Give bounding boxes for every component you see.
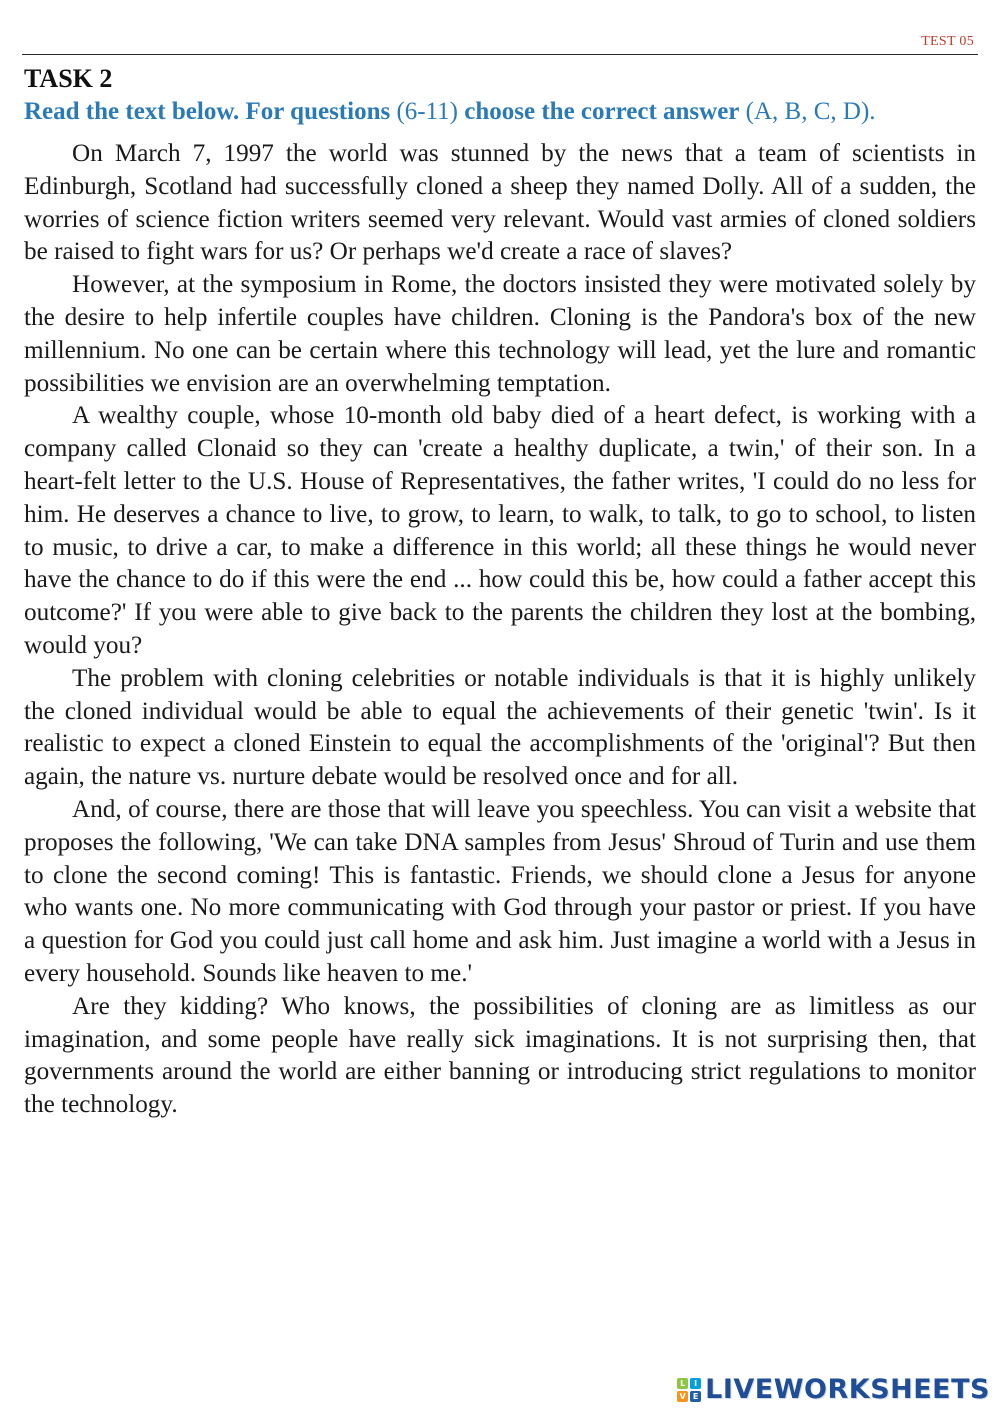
- test-label: TEST 05: [921, 34, 974, 49]
- instruction-text-1: Read the text below. For questions: [24, 98, 391, 125]
- logo-square-e: E: [690, 1391, 701, 1402]
- passage-paragraph-1: On March 7, 1997 the world was stunned by the news that a team of scientists in Edinburgh, Scotland had successfully cloned a sheep they named Dolly. All of a sudden, the worries of science fiction writers seemed very relevant. Would vast armies of cloned soldiers be raised to fight wars for us? Or perhaps we'd create a race of slaves?: [24, 140, 976, 266]
- logo-square-v: V: [677, 1391, 688, 1402]
- task-title: TASK 2: [24, 64, 113, 93]
- instruction-answer-options: (A, B, C, D).: [745, 98, 876, 125]
- passage-paragraph-5: And, of course, there are those that will leave you speechless. You can visit a website that proposes the following, 'We can take DNA samples from Jesus' Shroud of Turin and use them to clone the second coming! This is fantastic. Friends, we should clone a Jesus for anyone who wants one. No more communicating with God through your pastor or priest. If you have a question for God you could just call home and ask him. Just imagine a world with a Jesus in every household. Sounds like heaven to me.': [24, 795, 976, 987]
- passage-paragraph-2: However, at the symposium in Rome, the doctors insisted they were motivated solely by the desire to help infertile couples have children. Cloning is the Pandora's box of the new millennium. No one can be certain where this technology will lead, yet the lure and romantic possibilities we envision are an overwhelming temptation.: [24, 271, 976, 397]
- liveworksheets-logo-icon: [677, 1378, 701, 1402]
- brand-wordmark: LIVEWORKSHEETS: [705, 1374, 990, 1405]
- logo-square-i: I: [690, 1378, 701, 1389]
- liveworksheets-brand: [677, 1374, 990, 1405]
- task-instruction: [24, 98, 982, 126]
- instruction-text-2: choose the correct answer: [464, 98, 740, 125]
- passage-paragraph-3: A wealthy couple, whose 10-month old baby died of a heart defect, is working with a company called Clonaid so they can 'create a healthy duplicate, a twin,' of their son. In a heart-felt letter to the U.S. House of Representatives, the father writes, 'I could do no less for him. He deserves a chance to live, to grow, to learn, to walk, to talk, to go to school, to listen to music, to drive a car, to make a difference in this world; all these things he would never have the chance to do if this were the end ... how could this be, how could a father accept this outcome?' If you were able to give back to the parents the children they lost at the bombing, would you?: [24, 402, 976, 659]
- logo-square-l: L: [677, 1378, 688, 1389]
- instruction-question-range: (6-11): [396, 98, 459, 125]
- header-divider: [22, 54, 978, 55]
- passage-paragraph-4: The problem with cloning celebrities or notable individuals is that it is highly unlikely the cloned individual would be able to equal the achievements of their genetic 'twin'. Is it realistic to expect a cloned Einstein to equal the accomplishments of the 'original'? But then again, the nature vs. nurture debate would be resolved once and for all.: [24, 664, 976, 791]
- passage-paragraph-6: Are they kidding? Who knows, the possibilities of cloning are as limitless as our imagination, and some people have really sick imaginations. It is not surprising then, that governments around the world are either banning or introducing strict regulations to monitor the technology.: [24, 992, 976, 1119]
- reading-passage: [24, 138, 976, 1122]
